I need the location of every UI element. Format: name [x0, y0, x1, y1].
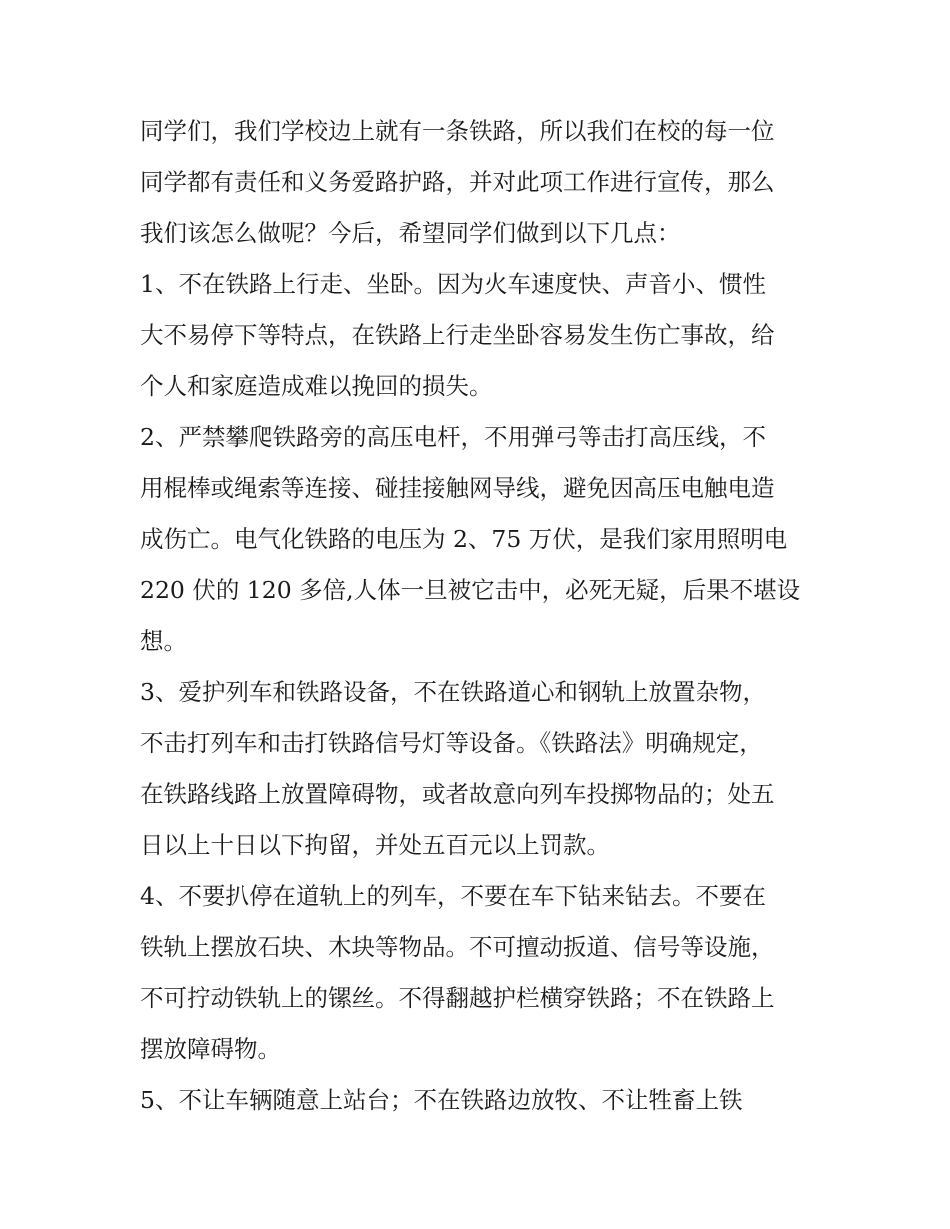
text-line: 日以上十日以下拘留，并处五百元以上罚款。 — [140, 831, 610, 859]
text-line: 摆放障碍物。 — [140, 1035, 281, 1063]
text-line: 我们该怎么做呢？今后，希望同学们做到以下几点： — [140, 219, 681, 247]
text-line: 大不易停下等特点，在铁路上行走坐卧容易发生伤亡事故，给 — [140, 321, 775, 349]
text-line: 2、严禁攀爬铁路旁的高压电杆，不用弹弓等击打高压线，不 — [140, 423, 766, 451]
text-line: 个人和家庭造成难以挽回的损失。 — [140, 372, 493, 400]
text-line: 5、不让车辆随意上站台；不在铁路边放牧、不让牲畜上铁 — [140, 1086, 743, 1114]
text-line: 铁轨上摆放石块、木块等物品。不可擅动扳道、信号等设施， — [140, 933, 775, 961]
text-line: 用棍棒或绳索等连接、碰挂接触网导线，避免因高压电触电造 — [140, 474, 775, 502]
text-line: 在铁路线路上放置障碍物，或者故意向列车投掷物品的；处五 — [140, 780, 775, 808]
text-line: 成伤亡。电气化铁路的电压为 2、75 万伏，是我们家用照明电 — [140, 525, 788, 553]
text-line: 想。 — [140, 627, 187, 655]
text-line: 同学们，我们学校边上就有一条铁路，所以我们在校的每一位 — [140, 117, 775, 145]
text-line: 220 伏的 120 多倍,人体一旦被它击中，必死无疑，后果不堪设 — [140, 576, 801, 604]
text-line: 1、不在铁路上行走、坐卧。因为火车速度快、声音小、惯性 — [140, 270, 766, 298]
body-text — [140, 106, 820, 1126]
text-line: 3、爱护列车和铁路设备，不在铁路道心和钢轨上放置杂物， — [140, 678, 766, 706]
text-line: 4、不要扒停在道轨上的列车，不要在车下钻来钻去。不要在 — [140, 882, 766, 910]
text-line: 不击打列车和击打铁路信号灯等设备。《铁路法》明确规定， — [140, 729, 763, 757]
text-line: 同学都有责任和义务爱路护路，并对此项工作进行宣传，那么 — [140, 168, 775, 196]
text-line: 不可拧动铁轨上的镙丝。不得翻越护栏横穿铁路；不在铁路上 — [140, 984, 775, 1012]
